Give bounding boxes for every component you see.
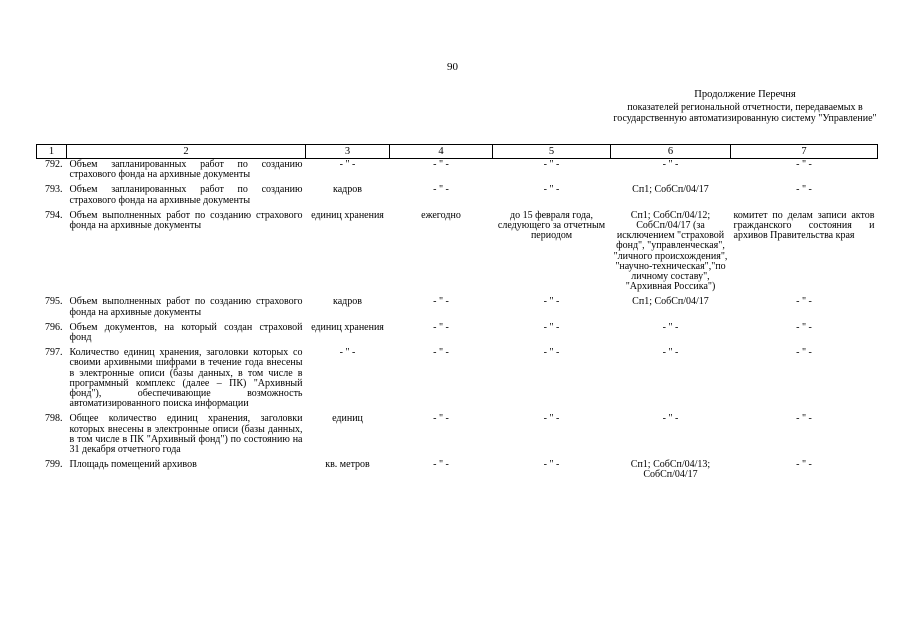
row-number: 792. <box>45 159 63 170</box>
periodicity: - " - <box>433 159 449 170</box>
table-row <box>37 347 878 413</box>
deadline: - " - <box>543 159 560 170</box>
responsible-body: - " - <box>796 347 812 359</box>
source-form: Сп1; СобСп/04/17 <box>632 184 709 196</box>
unit: кв. метров <box>325 459 370 471</box>
column-header-2: 2 <box>67 145 306 159</box>
source-form: - " - <box>662 159 679 170</box>
responsible-body: комитет по делам записи актов гражданского состояния и архивов Правительства края <box>733 209 875 242</box>
source-form: Сп1; СобСп/04/12; СобСп/04/17 (за исключением "страховой фонд", "управленческая", "личного происхождения", "научно-техническая","по личному составу", "Архивная Россика") <box>613 209 728 293</box>
table-row <box>37 459 878 484</box>
deadline: - " - <box>543 413 560 425</box>
unit: - " - <box>339 347 356 359</box>
row-number: 798. <box>45 413 63 425</box>
indicator-name: Объем запланированных работ по созданию страхового фонда на архивные документы <box>69 159 303 181</box>
periodicity: - " - <box>433 413 449 425</box>
column-header-5: 5 <box>493 145 611 159</box>
indicator-name: Количество единиц хранения, заголовки которых со своими архивными шифрами в течение года внесены в электронные описи (базы данных, в том числе в программный комплекс (далее – ПК) "Архивный фонд"), обеспечивающие возможность автоматизированного поиска информации <box>69 347 303 410</box>
row-number: 796. <box>45 321 63 333</box>
periodicity: ежегодно <box>421 209 461 221</box>
responsible-body: - " - <box>796 459 812 471</box>
column-header-6: 6 <box>611 145 731 159</box>
deadline: - " - <box>543 321 560 333</box>
indicators-table <box>36 144 878 485</box>
source-form: Сп1; СобСп/04/17 <box>632 296 709 308</box>
periodicity: - " - <box>433 321 449 333</box>
periodicity: - " - <box>433 459 449 471</box>
indicator-name: Объем выполненных работ по созданию страхового фонда на архивные документы <box>69 296 303 318</box>
responsible-body: - " - <box>796 159 812 170</box>
row-number: 795. <box>45 296 63 308</box>
table-row <box>37 184 878 209</box>
responsible-body: - " - <box>796 413 812 425</box>
table-row <box>37 210 878 297</box>
header-row <box>37 145 878 159</box>
indicator-name: Объем выполненных работ по созданию страхового фонда на архивные документы <box>69 209 303 232</box>
unit: единиц хранения <box>311 321 384 333</box>
continuation-subtitle: показателей региональной отчетности, передаваемых в государственную автоматизированную систему "Управление" <box>613 102 877 124</box>
row-number: 794. <box>45 209 63 221</box>
column-header-3: 3 <box>306 145 390 159</box>
periodicity: - " - <box>433 347 449 359</box>
responsible-body: - " - <box>796 184 812 196</box>
unit: кадров <box>333 184 362 196</box>
indicator-name: Площадь помещений архивов <box>69 459 197 471</box>
source-form: Сп1; СобСп/04/13; СобСп/04/17 <box>630 459 711 481</box>
row-number: 793. <box>45 184 63 196</box>
source-form: - " - <box>662 321 679 333</box>
responsible-body: - " - <box>796 321 812 333</box>
table-row <box>37 322 878 347</box>
deadline: до 15 февраля года, следующего за отчетным периодом <box>497 209 606 242</box>
deadline: - " - <box>543 347 560 359</box>
deadline: - " - <box>543 459 560 471</box>
indicator-name: Объем документов, на который создан страховой фонд <box>69 321 303 344</box>
row-number: 799. <box>45 459 63 471</box>
row-number: 797. <box>45 347 63 359</box>
unit: единиц <box>332 413 363 425</box>
unit: кадров <box>333 296 362 308</box>
periodicity: - " - <box>433 184 449 196</box>
source-form: - " - <box>662 413 679 425</box>
table-row <box>37 413 878 459</box>
table-row <box>37 296 878 321</box>
responsible-body: - " - <box>796 296 812 308</box>
continuation-title: Продолжение Перечня <box>694 89 796 100</box>
page-number: 90 <box>447 61 458 73</box>
periodicity: - " - <box>433 296 449 308</box>
source-form: - " - <box>662 347 679 359</box>
indicator-name: Объем запланированных работ по созданию страхового фонда на архивные документы <box>69 184 303 206</box>
table-row <box>37 159 878 185</box>
unit: единиц хранения <box>311 209 384 221</box>
indicator-name: Общее количество единиц хранения, заголовки которых внесены в электронные описи (базы данных, в том числе в ПК "Архивный фонд") по состоянию на 31 декабря отчетного года <box>69 413 303 456</box>
deadline: - " - <box>543 296 560 308</box>
column-header-4: 4 <box>390 145 493 159</box>
column-header-1: 1 <box>37 145 67 159</box>
unit: - " - <box>339 159 356 170</box>
deadline: - " - <box>543 184 560 196</box>
column-header-7: 7 <box>731 145 878 159</box>
